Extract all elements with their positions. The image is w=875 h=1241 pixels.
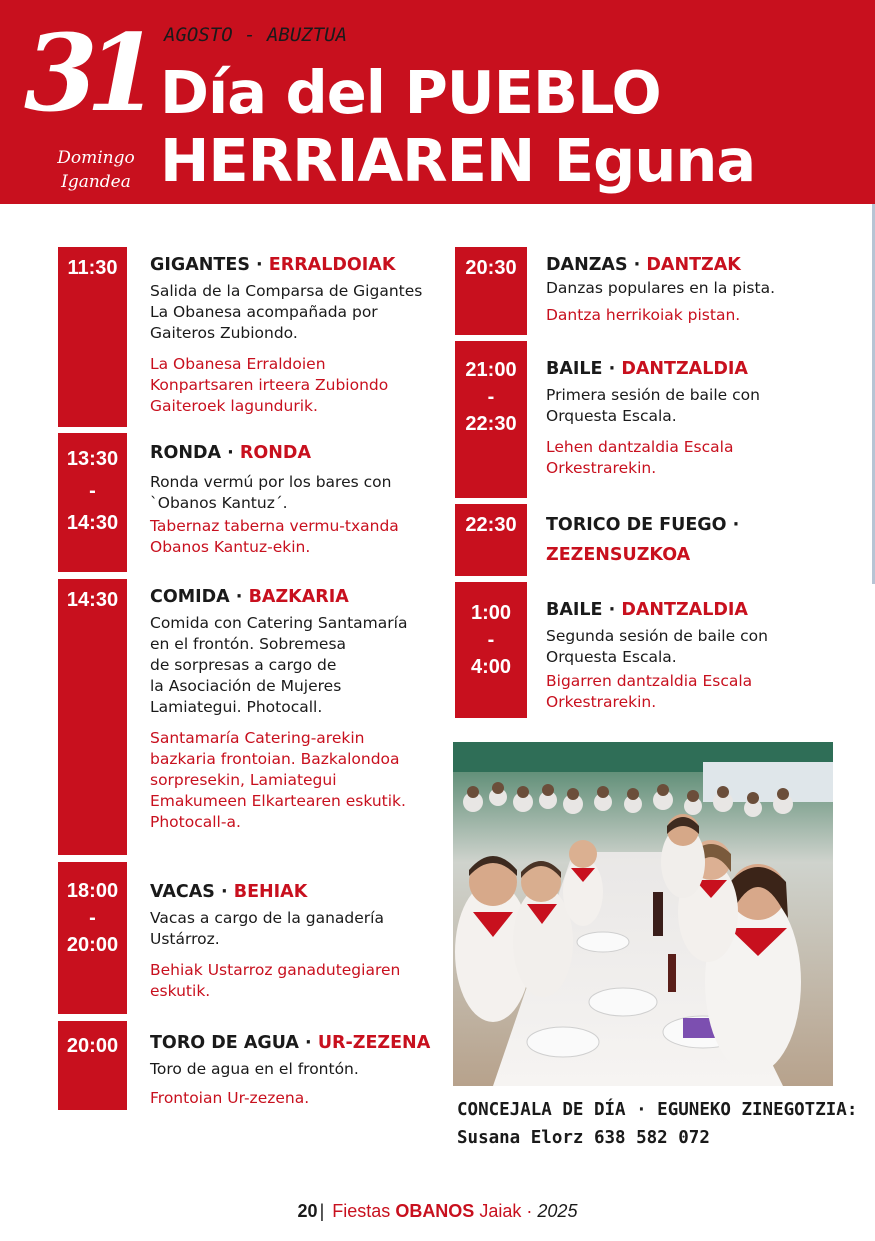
- footer-word-obanos: OBANOS: [395, 1201, 475, 1221]
- contact-heading: CONCEJALA DE DÍA · EGUNEKO ZINEGOTZIA:: [457, 1100, 858, 1120]
- title-eu: BEHIAK: [233, 882, 308, 902]
- title-es: COMIDA: [150, 587, 230, 607]
- footer-dot: ·: [526, 1201, 533, 1221]
- title-eu: DANTZALDIA: [621, 600, 748, 620]
- event-text: [546, 510, 776, 570]
- event-title: [546, 253, 866, 278]
- footer-year: 2025: [537, 1201, 578, 1221]
- time-text: 1:00 - 4:00: [470, 602, 512, 678]
- time-badge: [58, 1021, 127, 1110]
- contact-name-phone: Susana Elorz 638 582 072: [457, 1128, 710, 1148]
- month-label: AGOSTO - ABUZTUA: [164, 24, 348, 46]
- page-footer: [0, 1198, 875, 1224]
- event-title: [150, 253, 440, 278]
- event-text: [150, 441, 440, 558]
- title-separator: ·: [229, 587, 249, 607]
- description-eu: Lehen dantzaldia Escala Orkestrarekin.: [546, 438, 734, 477]
- title-es: TORICO DE FUEGO: [546, 515, 727, 535]
- day-name: [46, 146, 146, 194]
- event-text: [546, 598, 866, 713]
- description-eu: Santamaría Catering-arekin bazkaria frontoian. Bazkalondoa sorpresekin, Lamiategui Emakumeen Elkartearen eskutik. Photocall-a.: [150, 729, 406, 831]
- title-es: RONDA: [150, 443, 222, 463]
- page-title-line-1: Día del PUEBLO: [160, 58, 661, 127]
- time-badge: [455, 504, 527, 576]
- title-eu: ERRALDOIAK: [268, 255, 396, 275]
- description-es: Toro de agua en el frontón.: [150, 1060, 359, 1078]
- title-eu: DANTZAK: [646, 255, 741, 275]
- description-es: Vacas a cargo de la ganadería Ustárroz.: [150, 909, 384, 948]
- title-eu: DANTZALDIA: [621, 359, 748, 379]
- time-badge: [58, 579, 127, 855]
- event-text: [150, 585, 440, 833]
- time-badge: [58, 433, 127, 572]
- title-separator: ·: [602, 359, 622, 379]
- description-es: Comida con Catering Santamaría en el frontón. Sobremesa de sorpresas a cargo de la Asociación de Mujeres Lamiategui. Photocall.: [150, 614, 408, 716]
- time-badge: [455, 247, 527, 335]
- title-separator: ·: [627, 255, 647, 275]
- event-title: [546, 598, 866, 623]
- title-es: GIGANTES: [150, 255, 250, 275]
- time-text: 21:00 - 22:30: [465, 359, 517, 435]
- event-title: [150, 1031, 440, 1056]
- title-es: BAILE: [546, 359, 603, 379]
- header-banner: [0, 0, 875, 204]
- description-es: Salida de la Comparsa de Gigantes La Obanesa acompañada por Gaiteros Zubiondo.: [150, 282, 423, 342]
- title-es: TORO DE AGUA: [150, 1033, 299, 1053]
- event-text: [546, 253, 866, 326]
- page-number: 20: [297, 1201, 318, 1221]
- day-name-es: Domingo: [57, 148, 135, 168]
- description-es: Danzas populares en la pista.: [546, 279, 775, 297]
- description-es: Primera sesión de baile con Orquesta Escala.: [546, 386, 760, 425]
- title-separator: ·: [726, 515, 740, 535]
- title-separator: ·: [214, 882, 234, 902]
- time-text: 14:30: [66, 589, 119, 611]
- title-separator: ·: [221, 443, 240, 463]
- title-es: VACAS: [150, 882, 215, 902]
- time-text: 11:30: [67, 257, 118, 279]
- title-eu: ZEZENSUZKOA: [546, 545, 691, 565]
- description-es: Segunda sesión de baile con Orquesta Escala.: [546, 627, 768, 666]
- contact-info: [457, 1096, 857, 1152]
- time-badge: [58, 247, 127, 427]
- title-eu: RONDA: [239, 443, 311, 463]
- time-text: 18:00 - 20:00: [66, 880, 119, 956]
- time-text: 22:30: [465, 514, 517, 536]
- time-badge: [455, 341, 527, 498]
- event-title: [150, 880, 440, 905]
- title-eu: UR-ZEZENA: [317, 1033, 431, 1053]
- day-name-eu: Igandea: [61, 172, 131, 192]
- event-title: [546, 357, 866, 382]
- footer-word-fiestas: Fiestas: [332, 1201, 391, 1221]
- time-badge: [58, 862, 127, 1014]
- event-text: [150, 880, 440, 1002]
- description-eu: Tabernaz taberna vermu-txanda Obanos Kantuz-ekin.: [150, 517, 399, 556]
- time-text: 20:00: [66, 1035, 119, 1057]
- description-eu: Dantza herrikoiak pistan.: [546, 306, 741, 324]
- page-title-line-2: HERRIAREN Eguna: [160, 126, 756, 195]
- event-title: [546, 510, 776, 570]
- event-title: [150, 585, 440, 610]
- event-text: [150, 1031, 440, 1109]
- footer-divider: |: [319, 1201, 325, 1221]
- time-badge: [455, 582, 527, 718]
- title-es: DANZAS: [546, 255, 628, 275]
- title-eu: BAZKARIA: [248, 587, 349, 607]
- event-text: [150, 253, 440, 417]
- description-es: Ronda vermú por los bares con `Obanos Kantuz´.: [150, 473, 392, 512]
- day-number: 31: [24, 10, 148, 135]
- time-text: 20:30: [465, 257, 517, 279]
- title-separator: ·: [249, 255, 269, 275]
- footer-word-jaiak: Jaiak: [479, 1201, 522, 1221]
- banquet-photo: [453, 742, 833, 1086]
- time-text: 13:30 - 14:30: [66, 448, 119, 534]
- event-title: [150, 441, 440, 466]
- title-separator: ·: [298, 1033, 318, 1053]
- description-eu: Frontoian Ur-zezena.: [150, 1089, 310, 1107]
- title-es: BAILE: [546, 600, 603, 620]
- description-eu: Behiak Ustarroz ganadutegiaren eskutik.: [150, 961, 401, 1000]
- description-eu: Bigarren dantzaldia Escala Orkestrarekin.: [546, 672, 753, 711]
- description-eu: La Obanesa Erraldoien Konpartsaren irteera Zubiondo Gaiteroek lagundurik.: [150, 355, 389, 415]
- event-text: [546, 357, 866, 479]
- title-separator: ·: [602, 600, 622, 620]
